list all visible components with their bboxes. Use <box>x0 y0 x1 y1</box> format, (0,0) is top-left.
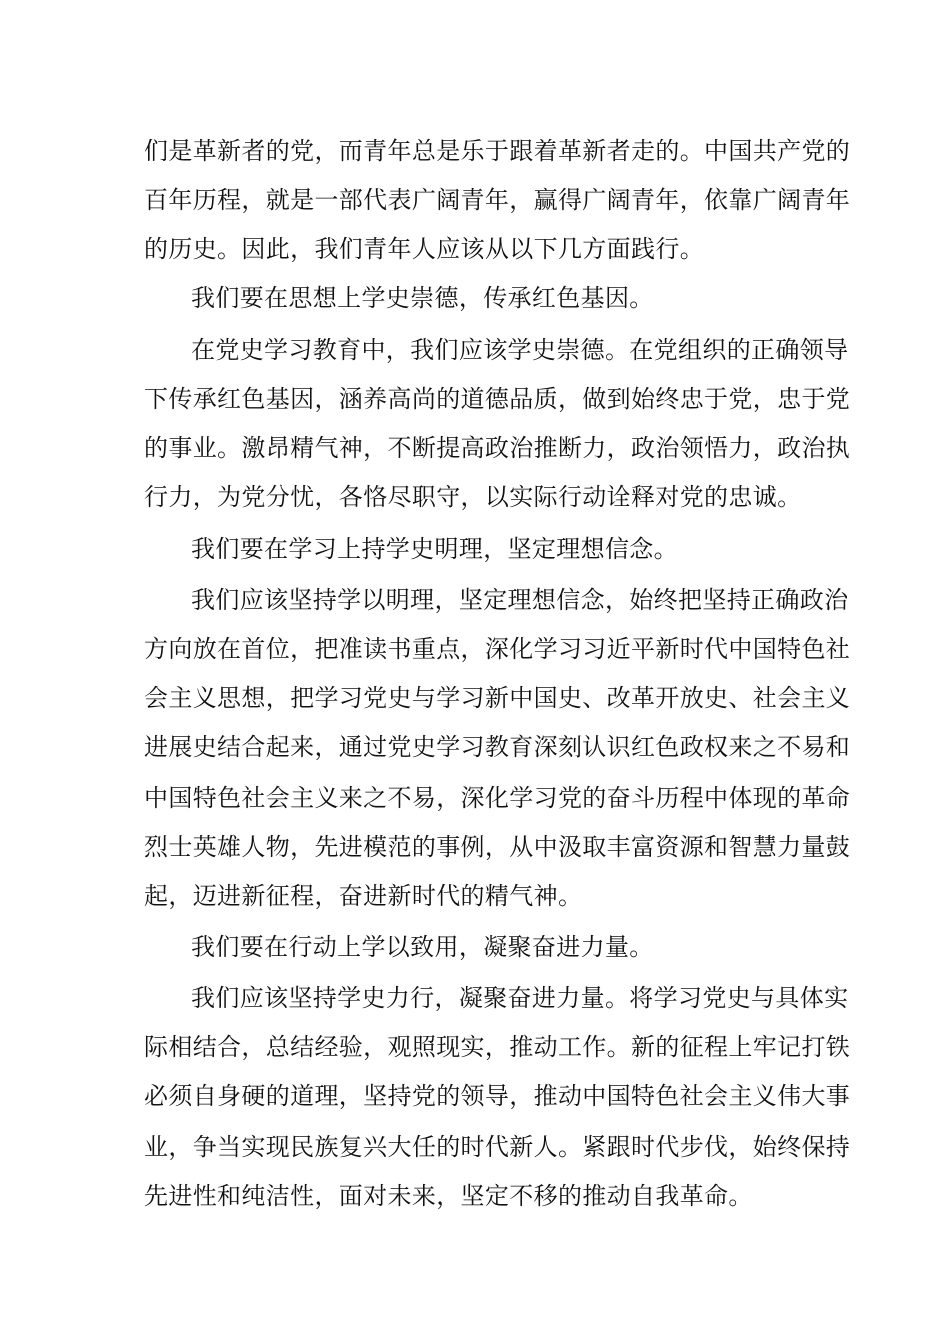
text-line: 百年历程，就是一部代表广阔青年，赢得广阔青年，依靠广阔青年 <box>144 186 851 214</box>
text-line: 行力，为党分忧，各恪尽职守，以实际行动诠释对党的忠诚。 <box>144 483 802 511</box>
text-line: 中国特色社会主义来之不易，深化学习党的奋斗历程中体现的革命 <box>144 784 851 812</box>
text-line: 起，迈进新征程，奋进新时代的精气神。 <box>144 882 583 910</box>
text-line: 业，争当实现民族复兴大任的时代新人。紧跟时代步伐，始终保持 <box>144 1133 851 1161</box>
text-line: 先进性和纯洁性，面对未来，坚定不移的推动自我革命。 <box>144 1182 753 1210</box>
text-line: 际相结合，总结经验，观照现实，推动工作。新的征程上牢记打铁 <box>144 1033 851 1061</box>
section-heading: 我们要在思想上学史崇德，传承红色基因。 <box>191 284 654 312</box>
text-line: 进展史结合起来，通过党史学习教育深刻认识红色政权来之不易和 <box>144 733 851 761</box>
text-line: 下传承红色基因，涵养高尚的道德品质，做到始终忠于党，忠于党 <box>144 385 851 413</box>
text-line: 的历史。因此，我们青年人应该从以下几方面践行。 <box>144 235 705 263</box>
section-heading: 我们要在行动上学以致用，凝聚奋进力量。 <box>191 933 654 961</box>
text-line: 我们应该坚持学以明理，坚定理想信念，始终把坚持正确政治 <box>191 586 849 614</box>
text-line: 们是革新者的党，而青年总是乐于跟着革新者走的。中国共产党的 <box>144 137 851 165</box>
text-line: 烈士英雄人物，先进模范的事例，从中汲取丰富资源和智慧力量鼓 <box>144 833 851 861</box>
text-line: 必须自身硬的道理，坚持党的领导，推动中国特色社会主义伟大事 <box>144 1082 851 1110</box>
text-line: 我们应该坚持学史力行，凝聚奋进力量。将学习党史与具体实 <box>191 984 849 1012</box>
text-line: 方向放在首位，把准读书重点，深化学习习近平新时代中国特色社 <box>144 635 851 663</box>
section-heading: 我们要在学习上持学史明理，坚定理想信念。 <box>191 535 678 563</box>
text-line: 在党史学习教育中，我们应该学史崇德。在党组织的正确领导 <box>191 336 849 364</box>
text-line: 会主义思想，把学习党史与学习新中国史、改革开放史、社会主义 <box>144 684 851 712</box>
text-line: 的事业。激昂精气神，不断提高政治推断力，政治领悟力，政治执 <box>144 434 851 462</box>
